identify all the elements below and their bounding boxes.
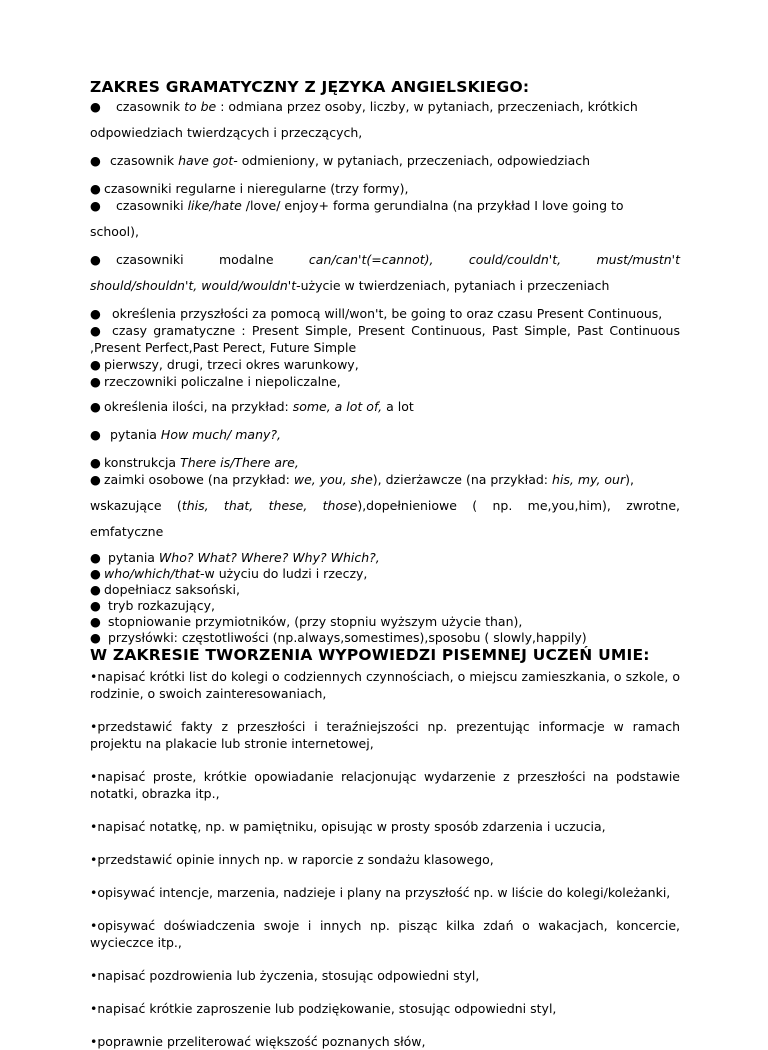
- grammar-list-2: [90, 550, 680, 646]
- bullet-icon: ●: [90, 427, 101, 442]
- list-item-continuation: wskazujące (this, that, these, those),dopełnieniowe ( np. me,you,him), zwrotne,: [90, 498, 680, 513]
- bullet-icon: •: [90, 769, 98, 784]
- list-item: ● określenia przyszłości za pomocą will/won't, be going to oraz czasu Present Continuous,: [90, 306, 663, 321]
- list-item: ● stopniowanie przymiotników, (przy stopniu wyższym użycie than),: [90, 614, 523, 629]
- skill-item: •poprawnie przeliterować większość poznanych słów,: [90, 1034, 426, 1049]
- bullet-icon: ●: [90, 630, 101, 645]
- list-item: ● przysłówki: częstotliwości (np.always,somestimes),sposobu ( slowly,happily): [90, 630, 587, 645]
- bullet-icon: ●: [90, 472, 101, 487]
- skill-item: •napisać notatkę, np. w pamiętniku, opisując w prosty sposób zdarzenia i uczucia,: [90, 819, 606, 834]
- list-item: ● czasowniki modalne can/can't(=cannot), could/couldn't, must/mustn't: [90, 252, 680, 267]
- list-item: ● tryb rozkazujący,: [90, 598, 215, 613]
- list-item: ● who/which/that-w użyciu do ludzi i rzeczy,: [90, 566, 368, 581]
- bullet-icon: ●: [90, 598, 101, 613]
- bullet-icon: •: [90, 1034, 98, 1049]
- bullet-icon: •: [90, 819, 98, 834]
- list-item: ● pytania Who? What? Where? Why? Which?,: [90, 550, 380, 565]
- bullet-icon: ●: [90, 582, 101, 597]
- bullet-icon: ●: [90, 306, 101, 321]
- list-item: ● rzeczowniki policzalne i niepoliczalne,: [90, 374, 341, 389]
- list-item: ● zaimki osobowe (na przykład: we, you, she), dzierżawcze (na przykład: his, my, our),: [90, 472, 634, 487]
- bullet-icon: •: [90, 1001, 98, 1016]
- list-item-continuation: odpowiedziach twierdzących i przeczących,: [90, 125, 363, 140]
- list-item: ● pytania How much/ many?,: [90, 427, 282, 442]
- bullet-icon: ●: [90, 550, 101, 565]
- list-item-continuation: school),: [90, 224, 139, 239]
- list-item: ● określenia ilości, na przykład: some, a lot of, a lot: [90, 399, 414, 414]
- skill-item: •napisać pozdrowienia lub życzenia, stosując odpowiedni styl,: [90, 968, 480, 983]
- skill-item: •opisywać intencje, marzenia, nadzieje i plany na przyszłość np. w liście do kolegi/koleżanki,: [90, 885, 671, 900]
- list-item: ● czasownik to be : odmiana przez osoby, liczby, w pytaniach, przeczeniach, krótkich: [90, 99, 638, 114]
- list-item-continuation: should/shouldn't, would/wouldn't-użycie w twierdzeniach, pytaniach i przeczeniach: [90, 278, 610, 293]
- list-item: ● czasy gramatyczne : Present Simple, Present Continuous, Past Simple, Past Continuous ,Present Perfect,Past Perect, Future Simple: [90, 323, 680, 355]
- bullet-icon: ●: [90, 455, 101, 470]
- skill-item: •przedstawić fakty z przeszłości i teraźniejszości np. prezentując informacje w ramach projektu na plakacie lub stronie internetowej,: [90, 719, 680, 751]
- list-item: ● czasownik have got- odmieniony, w pytaniach, przeczeniach, odpowiedziach: [90, 153, 591, 168]
- list-item: ● czasowniki regularne i nieregularne (trzy formy),: [90, 181, 409, 196]
- skill-item: •opisywać doświadczenia swoje i innych np. pisząc kilka zdań o wakacjach, koncercie, wycieczce itp.,: [90, 918, 680, 950]
- bullet-icon: ●: [90, 357, 101, 372]
- bullet-icon: ●: [90, 99, 101, 114]
- list-item-continuation: emfatyczne: [90, 524, 164, 539]
- skill-item: •napisać krótki list do kolegi o codziennych czynnościach, o miejscu zamieszkania, o szkole, o rodzinie, o swoich zainteresowaniach,: [90, 669, 680, 701]
- list-item: ● pierwszy, drugi, trzeci okres warunkowy,: [90, 357, 359, 372]
- document-page: [90, 78, 680, 1050]
- page-title: ZAKRES GRAMATYCZNY Z JĘZYKA ANGIELSKIEGO:: [90, 78, 530, 96]
- bullet-icon: ●: [90, 374, 101, 389]
- bullet-icon: ●: [90, 198, 101, 213]
- bullet-icon: ●: [90, 252, 101, 267]
- skill-item: •napisać proste, krótkie opowiadanie relacjonując wydarzenie z przeszłości na podstawie notatki, obrazka itp.,: [90, 769, 680, 801]
- bullet-icon: ●: [90, 399, 101, 414]
- list-item: ● dopełniacz saksoński,: [90, 582, 240, 597]
- skill-item: •napisać krótkie zaproszenie lub podziękowanie, stosując odpowiedni styl,: [90, 1001, 557, 1016]
- section-title: W ZAKRESIE TWORZENIA WYPOWIEDZI PISEMNEJ UCZEŃ UMIE:: [90, 646, 650, 664]
- list-item: ● czasowniki like/hate /love/ enjoy+ forma gerundialna (na przykład I love going to: [90, 198, 624, 213]
- bullet-icon: •: [90, 968, 98, 983]
- list-item: ● konstrukcja There is/There are,: [90, 455, 299, 470]
- bullet-icon: •: [90, 852, 98, 867]
- bullet-icon: •: [90, 719, 98, 734]
- bullet-icon: ●: [90, 566, 101, 581]
- skill-item: •przedstawić opinie innych np. w raporcie z sondażu klasowego,: [90, 852, 494, 867]
- bullet-icon: •: [90, 669, 98, 684]
- bullet-icon: ●: [90, 614, 101, 629]
- bullet-icon: •: [90, 918, 98, 933]
- bullet-icon: •: [90, 885, 98, 900]
- bullet-icon: ●: [90, 153, 101, 168]
- bullet-icon: ●: [90, 323, 101, 338]
- bullet-icon: ●: [90, 181, 101, 196]
- skills-list: [90, 668, 680, 1050]
